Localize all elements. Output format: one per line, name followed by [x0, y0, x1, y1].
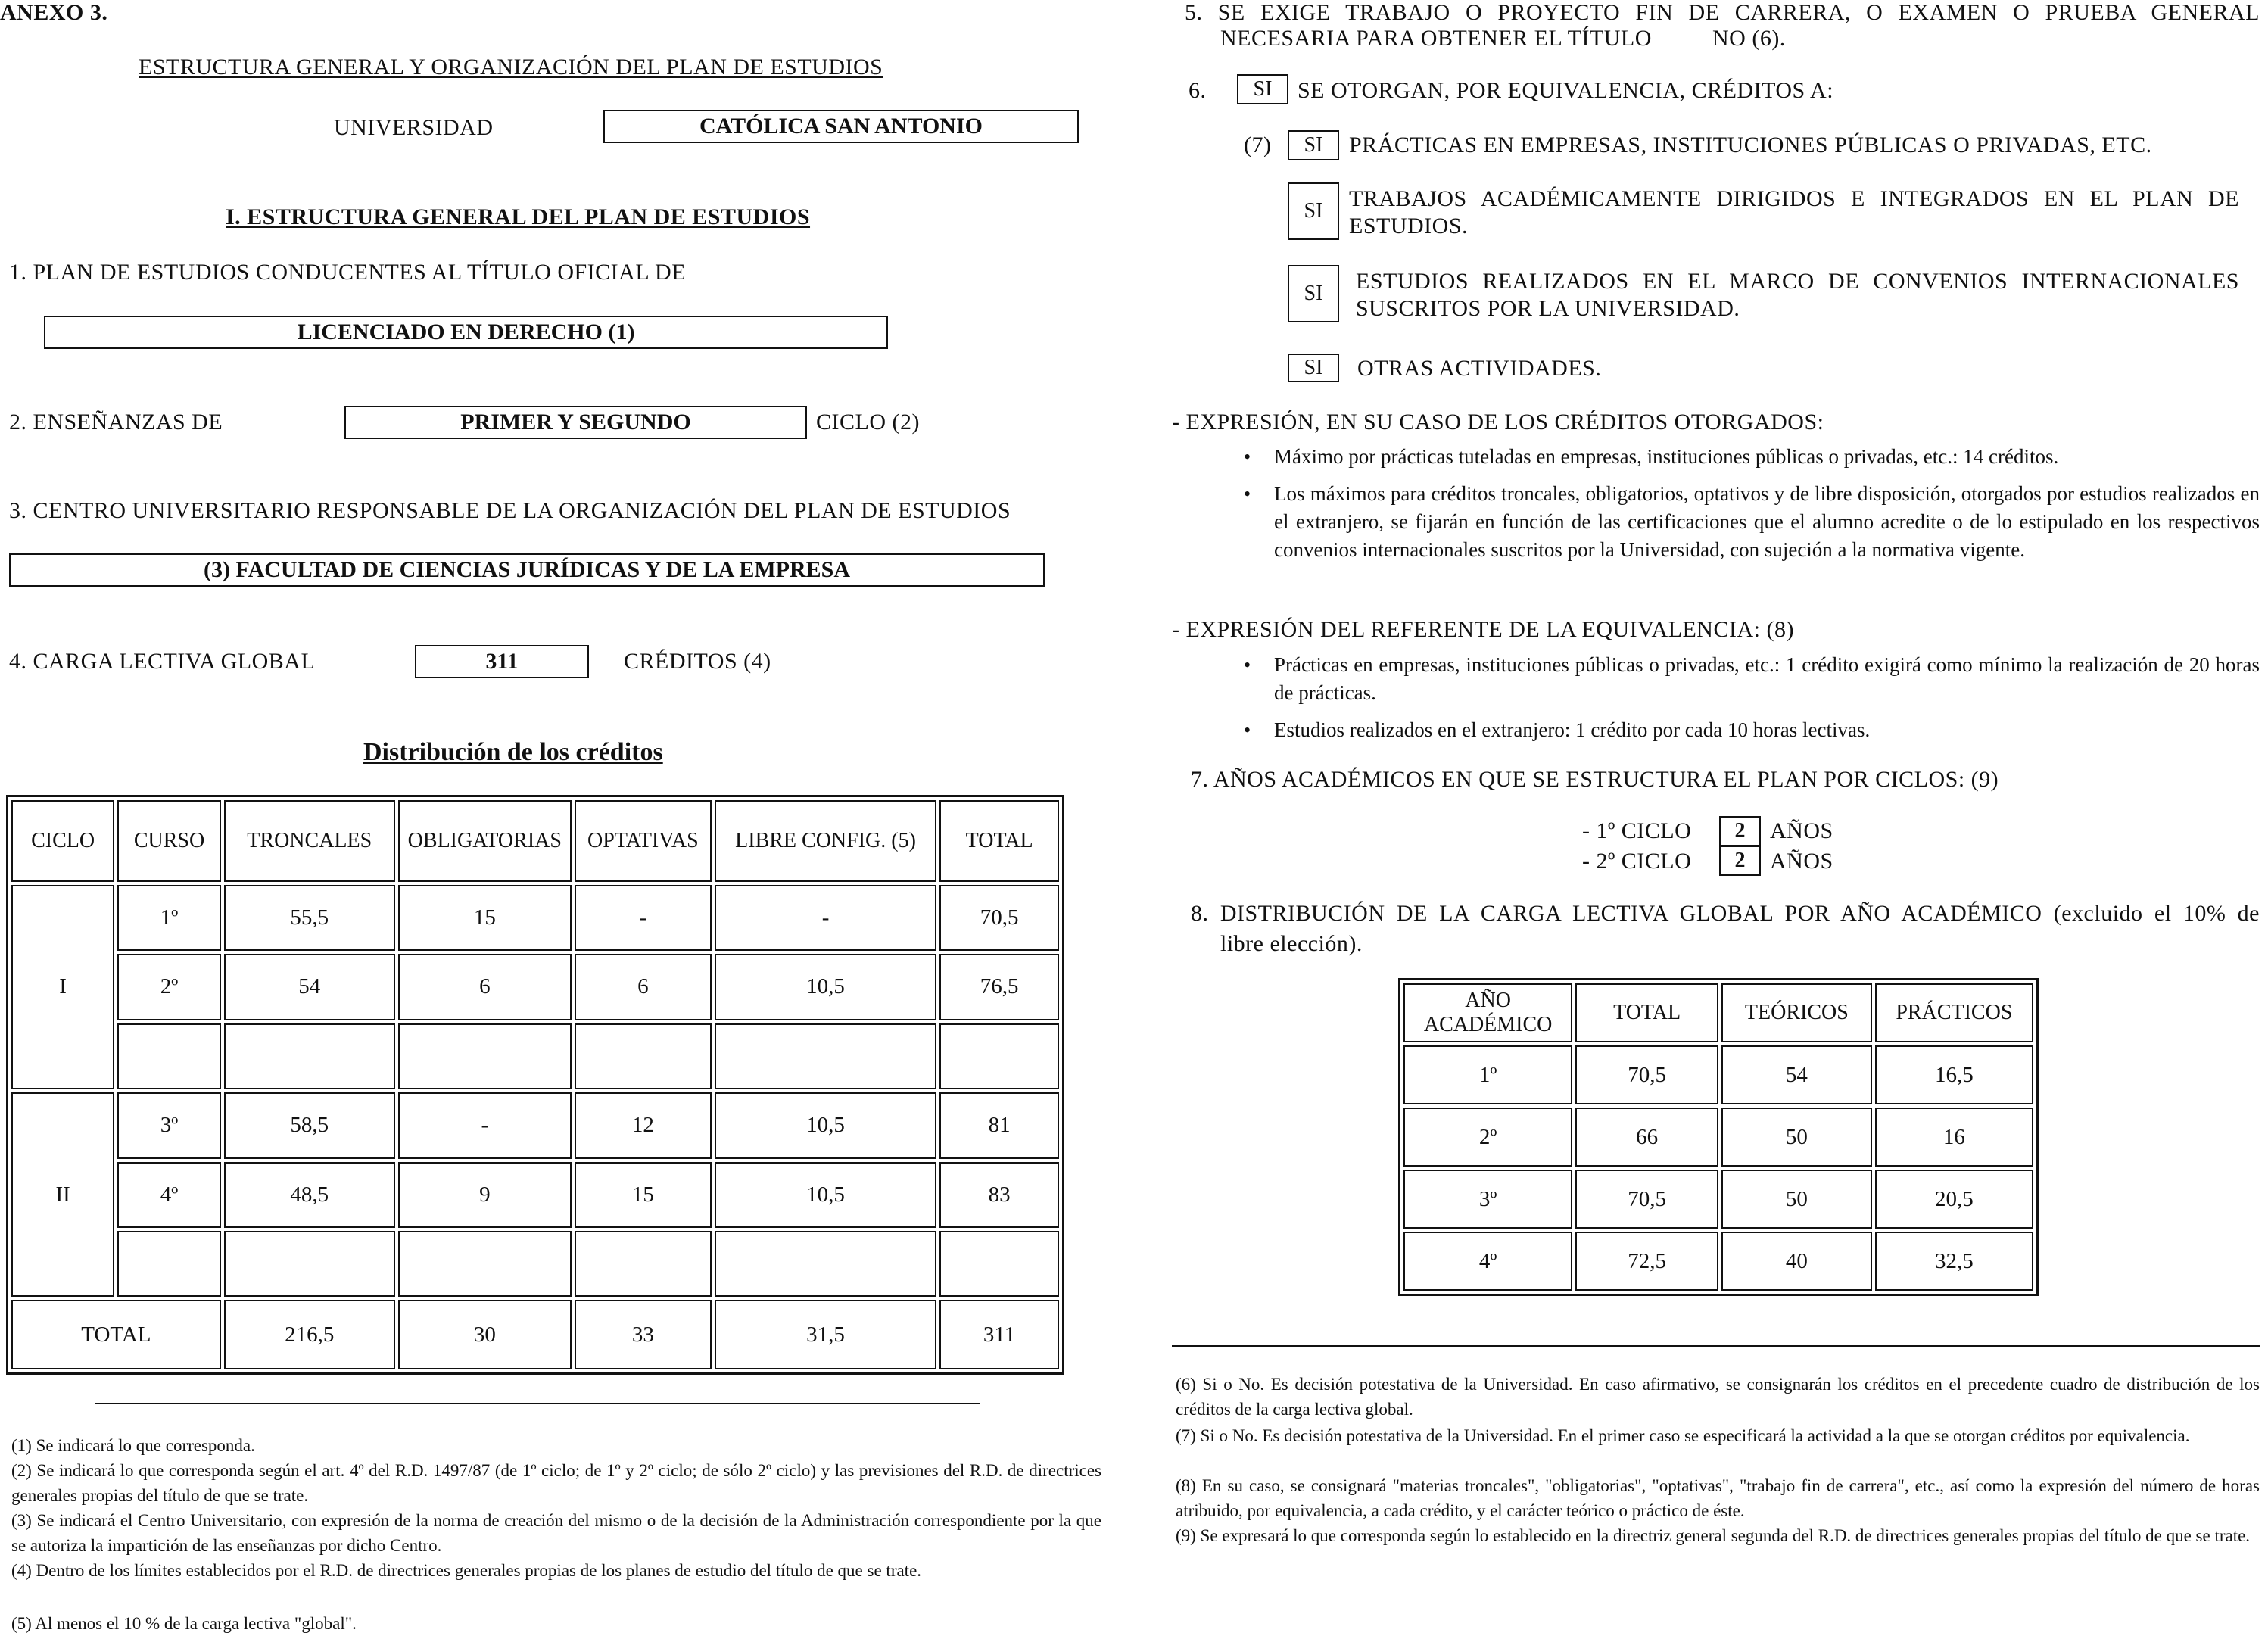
header-practicos: PRÁCTICOS [1875, 983, 2033, 1042]
empty-cell [398, 1231, 572, 1297]
footnote-divider-left [95, 1403, 980, 1404]
footnote-divider-right [1172, 1345, 2260, 1347]
table-cell: 4º [1403, 1232, 1572, 1291]
table-row [1403, 1232, 2033, 1291]
table-cell: 1º [117, 885, 221, 951]
table-cell: 6 [398, 954, 572, 1020]
table-cell: - [575, 885, 712, 951]
empty-cell [715, 1231, 937, 1297]
expression1-title: - EXPRESIÓN, EN SU CASO DE LOS CRÉDITOS OTORGADOS: [1172, 410, 1824, 435]
expression2-bullet-2: • Estudios realizados en el extranjero: 1 crédito por cada 10 horas lectivas. [1274, 716, 2260, 744]
empty-cell [575, 1231, 712, 1297]
cycle1-label: - 1º CICLO [1582, 818, 1692, 843]
cycle2-label: - 2º CICLO [1582, 849, 1692, 874]
empty-cell [575, 1023, 712, 1089]
table-cell: 16 [1875, 1108, 2033, 1167]
table-row [11, 1162, 1059, 1228]
table-cell: 4º [117, 1162, 221, 1228]
table-cell: 54 [1721, 1045, 1872, 1104]
table-cell: 6 [575, 954, 712, 1020]
footnote-7: (7) Si o No. Es decisión potestativa de la Universidad. En el primer caso se especificará la actividad a la que se otorgan créditos por equivalencia. [1176, 1426, 2190, 1445]
header-optativas: OPTATIVAS [575, 800, 712, 882]
distribution-title: Distribución de los créditos [363, 738, 663, 766]
table-cell: 70,5 [1575, 1045, 1718, 1104]
table-cell: 10,5 [715, 1162, 937, 1228]
expression1-bullet-2: • Los máximos para créditos troncales, obligatorios, optativos y de libre disposición, otorgados por estudios realizados en el extranjero, se fijarán en función de las certificaciones que el alumno acredite o de lo estipulado en los respectivos convenios internacionales suscritos por la Universidad, con sujeción a la normativa vigente. [1274, 480, 2260, 564]
table-cell: 54 [224, 954, 395, 1020]
item5-text: 5. SE EXIGE TRABAJO O PROYECTO FIN DE CARRERA, O EXAMEN O PRUEBA GENERAL [1185, 0, 2260, 25]
header-total: TOTAL [1575, 983, 1718, 1042]
ciclo-I-cell: I [11, 885, 114, 1089]
empty-cell [224, 1023, 395, 1089]
header-libre-config: LIBRE CONFIG. (5) [715, 800, 937, 882]
table-row-empty [11, 1023, 1059, 1089]
table-row [11, 954, 1059, 1020]
table-cell: 81 [939, 1092, 1059, 1158]
table-row [1403, 1170, 2033, 1229]
table-cell: 50 [1721, 1108, 1872, 1167]
total-label-cell: TOTAL [11, 1300, 221, 1369]
section-title: I. ESTRUCTURA GENERAL DEL PLAN DE ESTUDIOS [226, 204, 811, 229]
credits-table [6, 795, 1064, 1375]
cycles-value: PRIMER Y SEGUNDO [344, 406, 807, 439]
footnote-8: (8) En su caso, se consignará "materias troncales", "obligatorias", "optativas", "trabajo fin de carrera", etc., así como la expresión del número de horas atribuido, por equivalencia, a cada crédito, y el carácter teórico o práctico de éste. [1176, 1476, 2260, 1520]
table-cell: 58,5 [224, 1092, 395, 1158]
table-cell: 32,5 [1875, 1232, 2033, 1291]
table-cell: 3º [117, 1092, 221, 1158]
table-cell: 12 [575, 1092, 712, 1158]
table-cell: 2º [1403, 1108, 1572, 1167]
empty-cell [939, 1023, 1059, 1089]
header-curso: CURSO [117, 800, 221, 882]
header-ano-academico: AÑO ACADÉMICO [1403, 983, 1572, 1042]
empty-cell [939, 1231, 1059, 1297]
table-cell: 48,5 [224, 1162, 395, 1228]
practicas-text: PRÁCTICAS EN EMPRESAS, INSTITUCIONES PÚBLICAS O PRIVADAS, ETC. [1349, 132, 2152, 157]
practicas-si-box: SI [1288, 130, 1339, 160]
faculty-value: (3) FACULTAD DE CIENCIAS JURÍDICAS Y DE LA EMPRESA [9, 553, 1045, 587]
table-cell: 2º [117, 954, 221, 1020]
table-cell: 16,5 [1875, 1045, 2033, 1104]
table-cell: 10,5 [715, 1092, 937, 1158]
empty-cell [715, 1023, 937, 1089]
item2-label: 2. ENSEÑANZAS DE [9, 410, 223, 435]
table-cell: 9 [398, 1162, 572, 1228]
empty-cell [117, 1023, 221, 1089]
degree-title-value: LICENCIADO EN DERECHO (1) [44, 316, 888, 349]
global-load-value: 311 [415, 645, 589, 678]
footnote-3: (3) Se indicará el Centro Universitario, con expresión de la norma de creación del mismo o de la decisión de la Administración correspondiente por la que se autoriza la impartición de las enseñanzas por dicho Centro. [11, 1511, 1101, 1555]
trabajos-text: TRABAJOS ACADÉMICAMENTE DIRIGIDOS E INTEGRADOS EN EL PLAN DE ESTUDIOS. [1349, 186, 2239, 238]
empty-cell [224, 1231, 395, 1297]
item8-text: 8. DISTRIBUCIÓN DE LA CARGA LECTIVA GLOBAL POR AÑO ACADÉMICO (excluido el 10% de [1191, 901, 2260, 926]
table-row [11, 885, 1059, 951]
item8-line2: libre elección). [1220, 931, 1363, 956]
document-header: ESTRUCTURA GENERAL Y ORGANIZACIÓN DEL PLAN DE ESTUDIOS [139, 55, 883, 79]
expression2-bullet-1: • Prácticas en empresas, instituciones públicas o privadas, etc.: 1 crédito exigirá como mínimo la realización de 20 horas de prácticas. [1274, 651, 2260, 707]
item6-number: 6. [1189, 78, 1207, 103]
table-cell: - [715, 885, 937, 951]
item3-label: 3. CENTRO UNIVERSITARIO RESPONSABLE DE LA ORGANIZACIÓN DEL PLAN DE ESTUDIOS [9, 498, 1011, 523]
annex-label: ANEXO 3. [0, 0, 108, 25]
table-cell: 10,5 [715, 954, 937, 1020]
footnote-9: (9) Se expresará lo que corresponda según lo establecido en la directriz general segunda del R.D. de directrices generales propias del título de que se trate. [1176, 1526, 2251, 1545]
total-cell: 33 [575, 1300, 712, 1369]
otras-text: OTRAS ACTIVIDADES. [1357, 356, 1602, 381]
table-row [1403, 1108, 2033, 1167]
table-cell: 66 [1575, 1108, 1718, 1167]
footnote-4: (4) Dentro de los límites establecidos por el R.D. de directrices generales propias de los planes de estudio del título de que se trate. [11, 1561, 922, 1580]
table-row [1403, 1045, 2033, 1104]
cycle2-unit: AÑOS [1770, 849, 1833, 874]
item5-answer: NO (6). [1712, 26, 1786, 51]
convenios-text: ESTUDIOS REALIZADOS EN EL MARCO DE CONVENIOS INTERNACIONALES SUSCRITOS POR LA UNIVERSIDAD. [1356, 269, 2239, 321]
cycle1-unit: AÑOS [1770, 818, 1833, 843]
item6-text: SE OTORGAN, POR EQUIVALENCIA, CRÉDITOS A: [1298, 78, 1834, 103]
table-cell: 83 [939, 1162, 1059, 1228]
table-cell: 1º [1403, 1045, 1572, 1104]
table-cell: - [398, 1092, 572, 1158]
total-cell: 30 [398, 1300, 572, 1369]
item6-sub-number: (7) [1244, 132, 1272, 157]
total-cell: 31,5 [715, 1300, 937, 1369]
item4-label: 4. CARGA LECTIVA GLOBAL [9, 649, 316, 674]
table-cell: 15 [575, 1162, 712, 1228]
total-cell: 311 [939, 1300, 1059, 1369]
header-ciclo: CICLO [11, 800, 114, 882]
item5-line2: NECESARIA PARA OBTENER EL TÍTULO [1220, 26, 1652, 51]
table-cell: 72,5 [1575, 1232, 1718, 1291]
expression2-title: - EXPRESIÓN DEL REFERENTE DE LA EQUIVALENCIA: (8) [1172, 617, 1794, 642]
item2-suffix: CICLO (2) [816, 410, 920, 435]
table-cell: 3º [1403, 1170, 1572, 1229]
cycle2-years-box: 2 [1719, 846, 1761, 876]
header-troncales: TRONCALES [224, 800, 395, 882]
footnote-6: (6) Si o No. Es decisión potestativa de la Universidad. En caso afirmativo, se consignarán los créditos en el precedente cuadro de distribución de los créditos de la carga lectiva global. [1176, 1375, 2260, 1419]
trabajos-si-box: SI [1288, 182, 1339, 240]
empty-cell [117, 1231, 221, 1297]
year-distribution-table [1398, 978, 2039, 1296]
header-total: TOTAL [939, 800, 1059, 882]
table-cell: 76,5 [939, 954, 1059, 1020]
table-cell: 40 [1721, 1232, 1872, 1291]
table-row [11, 1092, 1059, 1158]
item1-label: 1. PLAN DE ESTUDIOS CONDUCENTES AL TÍTULO OFICIAL DE [9, 260, 687, 285]
empty-cell [398, 1023, 572, 1089]
table-cell: 70,5 [1575, 1170, 1718, 1229]
footnote-1: (1) Se indicará lo que corresponda. [11, 1436, 255, 1455]
item4-suffix: CRÉDITOS (4) [624, 649, 771, 674]
table-cell: 20,5 [1875, 1170, 2033, 1229]
footnote-2: (2) Se indicará lo que corresponda según el art. 4º del R.D. 1497/87 (de 1º ciclo; de 1º y 2º ciclo; de sólo 2º ciclo) y las previsiones del R.D. de directrices generales propias del título de que se trate. [11, 1461, 1101, 1505]
cycle1-years-box: 2 [1719, 816, 1761, 846]
expression1-bullet-1: • Máximo por prácticas tuteladas en empresas, instituciones públicas o privadas, etc.: 14 créditos. [1274, 443, 2260, 471]
table-cell: 55,5 [224, 885, 395, 951]
item7-text: 7. AÑOS ACADÉMICOS EN QUE SE ESTRUCTURA EL PLAN POR CICLOS: (9) [1191, 767, 1999, 792]
table-cell: 15 [398, 885, 572, 951]
table-total-row [11, 1300, 1059, 1369]
footnote-5: (5) Al menos el 10 % de la carga lectiva "global". [11, 1614, 357, 1633]
university-label: UNIVERSIDAD [334, 115, 494, 140]
otras-si-box: SI [1288, 354, 1339, 382]
table-cell: 50 [1721, 1170, 1872, 1229]
table-cell: 70,5 [939, 885, 1059, 951]
convenios-si-box: SI [1288, 265, 1339, 322]
total-cell: 216,5 [224, 1300, 395, 1369]
ciclo-II-cell: II [11, 1092, 114, 1297]
header-obligatorias: OBLIGATORIAS [398, 800, 572, 882]
header-teoricos: TEÓRICOS [1721, 983, 1872, 1042]
item6-si-box: SI [1237, 74, 1288, 104]
university-value: CATÓLICA SAN ANTONIO [603, 110, 1079, 143]
table-row-empty [11, 1231, 1059, 1297]
